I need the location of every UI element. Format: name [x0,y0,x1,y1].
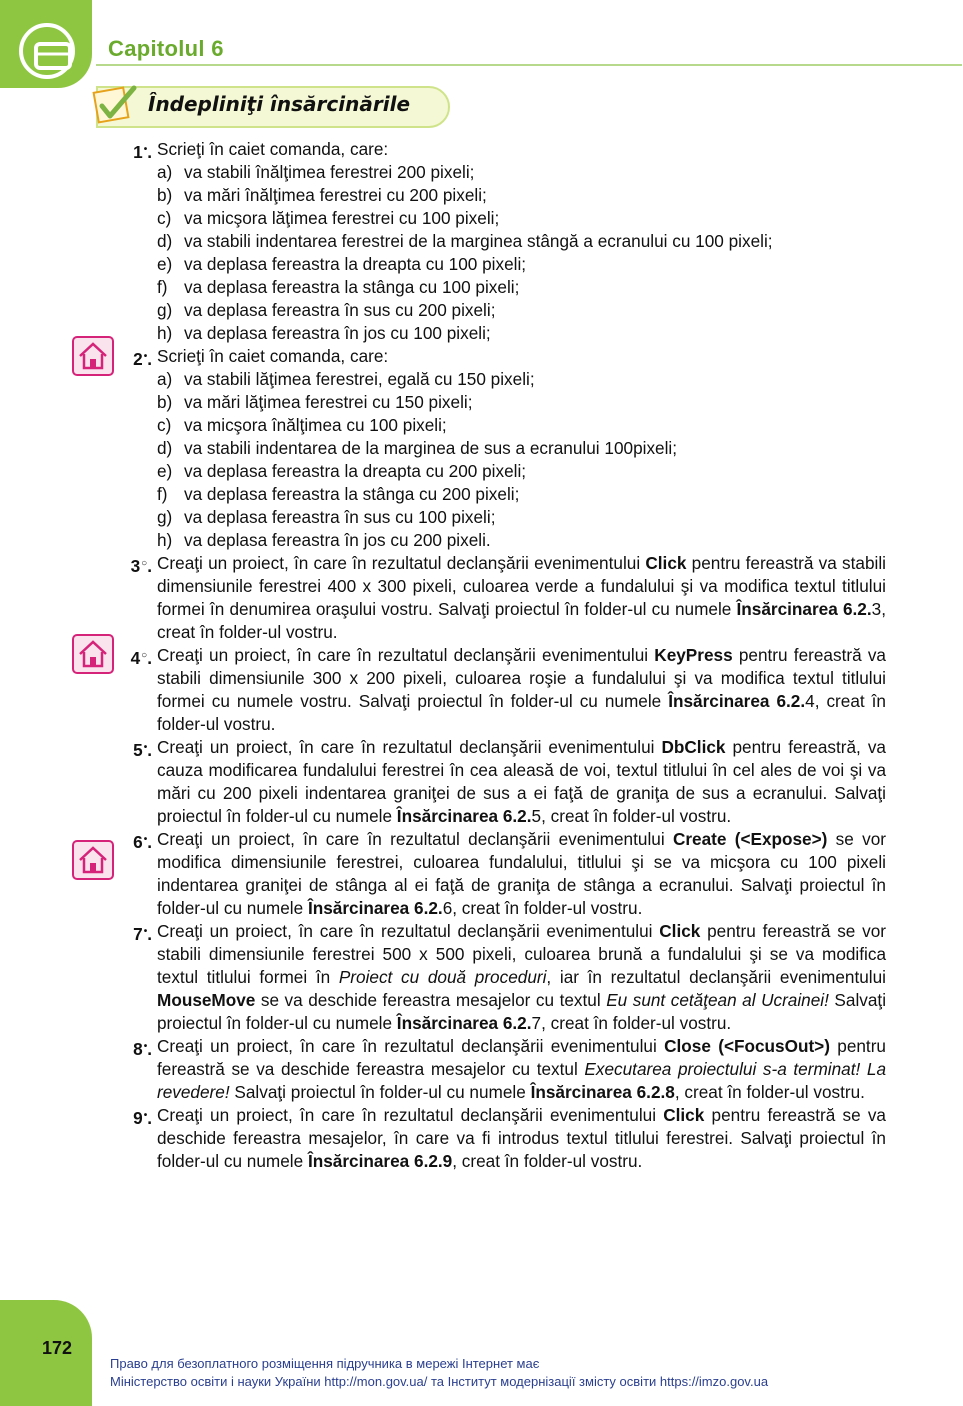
subitem: e) va deplasa fereastra la dreapta cu 100 pixeli; [157,254,527,274]
task-4 [112,644,886,736]
home-icon [72,634,114,674]
task-2 [112,345,886,552]
subitem: f) va deplasa fereastra la stânga cu 200 pixeli; [157,484,520,504]
chapter-title: Capitolul 6 [108,36,224,61]
subitem: b) va mări înălţimea ferestrei cu 200 pixeli; [157,185,487,205]
task-intro: Scrieţi în caiet comanda, care: [157,139,389,159]
task-text: Creaţi un proiect, în care în rezultatul declanşării evenimentului DbClick pentru fereastră, va cauza modificarea fundalului ferestrei în cea aleasă de voi, textul titlului în cel ales de voi şi va mări cu 200 pixeli indentarea graniţei de sus a ei faţă de graniţa de sus a ecranului. Salvaţi proiectul în folder-ul cu numele Însărcinarea 6.2.5, creat în folder-ul vostru. [157,737,886,826]
task-text: Creaţi un proiect, în care în rezultatul declanşării evenimentului KeyPress pentru fereastră va stabili dimensiunile 300 x 200 pixeli, culoarea roşie a fundalului şi va modifica textul titlului formei cu numele vostru. Salvaţi proiectul în folder-ul cu numele Însărcinarea 6.2.4, creat în folder-ul vostru. [157,645,886,734]
task-8 [112,1035,886,1104]
task-text: Creaţi un proiect, în care în rezultatul declanşării evenimentului Click pentru fereastră se vor stabili dimensiunile ferestrei 500 x 500 pixeli, culoarea brună a fundalului şi se va modifica textul titlului formei în Proiect cu două proceduri, iar în rezultatul declanşării evenimentului MouseMove se va deschide fereastra mesajelor cu textul Eu sunt cetăţean al Ucrainei! Salvaţi proiectul în folder-ul cu numele Însărcinarea 6.2.7, creat în folder-ul vostru. [157,921,887,1033]
task-number: 4○. [130,648,152,668]
task-number: 1•. [133,142,152,162]
task-6 [112,828,886,920]
task-1 [112,138,886,345]
subitem: h) va deplasa fereastra în jos cu 200 pixeli. [157,530,491,550]
home-icon [72,336,114,376]
tasks-list [112,138,886,1173]
footer-source-line: Міністерство освіти і науки України http://mon.gov.ua/ та Інститут модернізації змісту освіти https://imzo.gov.ua [110,1374,769,1389]
task-9 [112,1104,886,1173]
subitem: c) va micşora lăţimea ferestrei cu 100 pixeli; [157,208,500,228]
subitem: f) va deplasa fereastra la stânga cu 100 pixeli; [157,277,520,297]
task-number: 7•. [133,924,152,944]
page-number: 172 [42,1338,73,1358]
header-divider [96,64,962,66]
subitem: h) va deplasa fereastra în jos cu 100 pixeli; [157,323,491,343]
task-7 [112,920,886,1035]
subitem: d) va stabili indentarea ferestrei de la marginea stângă a ecranului cu 100 pixeli; [157,231,773,251]
task-text: Creaţi un proiect, în care în rezultatul declanşării evenimentului Close (<FocusOut>) pentru fereastră se va deschide fereastra mesajelor cu textul Executarea proiectului s-a terminat! La revedere! Salvaţi proiectul în folder-ul cu numele Însărcinarea 6.2.8, creat în folder-ul vostru. [157,1036,886,1102]
subitem: a) va stabili lăţimea ferestrei, egală cu 150 pixeli; [157,369,535,389]
task-number: 3○. [130,556,152,576]
chapter-icon [14,18,80,84]
task-text: Creaţi un proiect, în care în rezultatul declanşării evenimentului Click pentru fereastră va stabili dimensiunile ferestrei 400 x 300 pixeli, culoarea verde a fundalului şi va modifica textul titlului formei în denumirea oraşului vostru. Salvaţi proiectul în folder-ul cu numele Însărcinarea 6.2.3, creat în folder-ul vostru. [157,553,886,642]
task-number: 2•. [133,349,152,369]
home-icon [72,840,114,880]
subitem: a) va stabili înălţimea ferestrei 200 pixeli; [157,162,475,182]
subitem: g) va deplasa fereastra în sus cu 100 pixeli; [157,507,496,527]
subitem: d) va stabili indentarea de la marginea de sus a ecranului 100pixeli; [157,438,678,458]
subitem: b) va mări lăţimea ferestrei cu 150 pixeli; [157,392,473,412]
banner-title: Îndepliniţi însărcinările [148,92,411,116]
task-text: Creaţi un proiect, în care în rezultatul declanşării evenimentului Create (<Expose>) se vor modifica dimensiunile ferestrei, culoarea fundalului, titlului şi se va micşora cu 100 pixeli indentarea graniţei de stânga al ei faţă de graniţa de stânga a ecranului. Salvaţi proiectul în folder-ul cu numele Însărcinarea 6.2.6, creat în folder-ul vostru. [157,829,886,918]
task-number: 8•. [133,1039,152,1059]
task-number: 5•. [133,740,152,760]
task-3 [112,552,886,644]
task-number: 9•. [133,1108,152,1128]
subitem: g) va deplasa fereastra în sus cu 200 pixeli; [157,300,496,320]
task-number: 6•. [133,832,152,852]
checklist-icon [90,82,144,126]
task-5 [112,736,886,828]
subitem: c) va micşora înălţimea cu 100 pixeli; [157,415,447,435]
tasks-banner [90,82,450,126]
task-text: Creaţi un proiect, în care în rezultatul declanşării evenimentului Click pentru fereastră se va deschide fereastra mesajelor, în care va fi introdus textul titlului ferestrei. Salvaţi proiectul în folder-ul cu numele Însărcinarea 6.2.9, creat în folder-ul vostru. [157,1105,886,1171]
footer-copyright-line: Право для безоплатного розміщення підручника в мережі Інтернет має [110,1356,540,1371]
subitem: e) va deplasa fereastra la dreapta cu 200 pixeli; [157,461,527,481]
task-intro: Scrieţi în caiet comanda, care: [157,346,389,366]
chapter-corner-tab [0,0,92,88]
